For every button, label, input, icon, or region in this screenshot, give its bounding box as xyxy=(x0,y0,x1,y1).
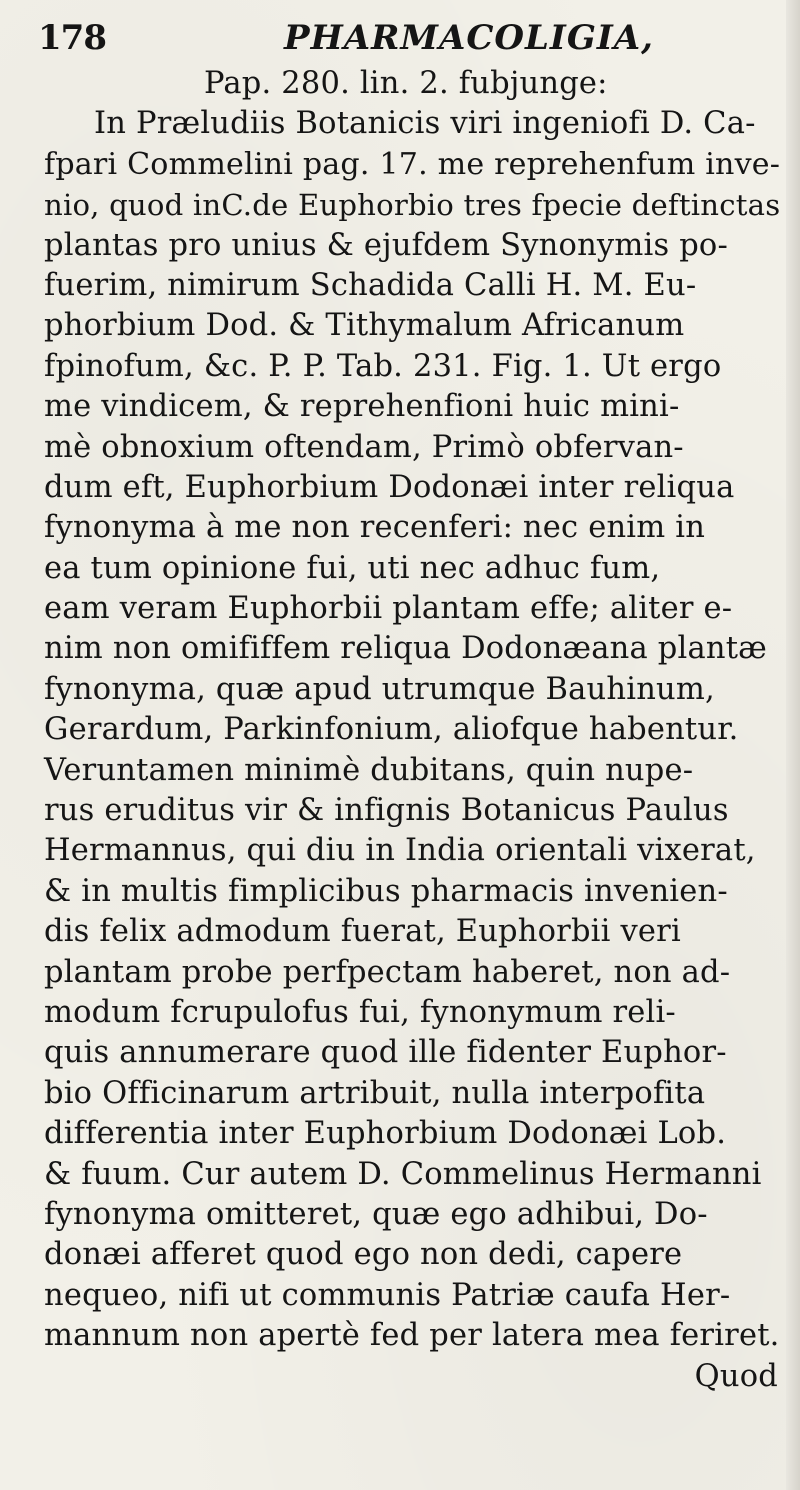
text-line: plantas pro unius & ejufdem Synonymis po- xyxy=(44,227,728,263)
text-line: nequeo, nifi ut communis Patriæ caufa Her- xyxy=(44,1277,731,1313)
text-line: & fuum. Cur autem D. Commelinus Hermanni xyxy=(44,1156,762,1192)
text-line: fpari Commelini pag. 17. me reprehenfum inve- xyxy=(44,146,781,182)
catchword: Quod xyxy=(694,1358,778,1394)
text-line: dum eft, Euphorbium Dodonæi inter reliqua xyxy=(44,469,735,505)
text-line: mannum non apertè fed per latera mea feriret. xyxy=(44,1318,780,1354)
text-line: fynonyma omitteret, quæ ego adhibui, Do- xyxy=(44,1196,708,1232)
running-head: PHARMACOLIGIA, xyxy=(284,18,654,58)
text-line: nio, quod inC.de Euphorbio tres fpecie deftinctas xyxy=(44,188,781,223)
text-line: Veruntamen minimè dubitans, quin nupe- xyxy=(44,752,694,788)
text-line: nim non omififfem reliqua Dodonæana plantæ xyxy=(44,631,768,667)
page-header xyxy=(38,14,758,70)
text-line: fynonyma, quæ apud utrumque Bauhinum, xyxy=(44,671,715,707)
text-line: rus eruditus vir & infignis Botanicus Paulus xyxy=(44,793,729,829)
text-line: Gerardum, Parkinfonium, aliofque habentur. xyxy=(44,712,739,748)
text-line: me vindicem, & reprehenfioni huic mini- xyxy=(44,389,680,425)
text-line: bio Officinarum artribuit, nulla interpofita xyxy=(44,1075,706,1111)
text-line: phorbium Dod. & Tithymalum Africanum xyxy=(44,308,685,344)
page-edge xyxy=(786,0,800,1490)
text-line: Hermannus, qui diu in India orientali vixerat, xyxy=(44,833,756,869)
text-line: eam veram Euphorbii plantam effe; aliter e- xyxy=(44,591,733,627)
body-text xyxy=(44,64,782,1397)
text-line: differentia inter Euphorbium Dodonæi Lob. xyxy=(44,1116,727,1152)
text-line: fuerim, nimirum Schadida Calli H. M. Eu- xyxy=(44,267,697,303)
page-number: 178 xyxy=(38,18,106,58)
text-line: In Præludiis Botanicis viri ingeniofi D. Ca- xyxy=(94,106,756,142)
text-line: donæi afferet quod ego non dedi, capere xyxy=(44,1237,683,1273)
text-line: plantam probe perfpectam haberet, non ad- xyxy=(44,954,731,990)
text-line: & in multis fimplicibus pharmacis invenien- xyxy=(44,873,728,909)
text-line: modum fcrupulofus fui, fynonymum reli- xyxy=(44,994,676,1030)
text-line: Pap. 280. lin. 2. fubjunge: xyxy=(204,66,608,101)
text-line: fpinofum, &c. P. P. Tab. 231. Fig. 1. Ut ergo xyxy=(44,348,722,384)
text-line: fynonyma à me non recenferi: nec enim in xyxy=(44,510,706,546)
text-line: ea tum opinione fui, uti nec adhuc fum, xyxy=(44,550,661,586)
text-line: dis felix admodum fuerat, Euphorbii veri xyxy=(44,914,681,950)
text-line: mè obnoxium oftendam, Primò obfervan- xyxy=(44,429,684,465)
text-line: quis annumerare quod ille fidenter Euphor- xyxy=(44,1035,727,1071)
